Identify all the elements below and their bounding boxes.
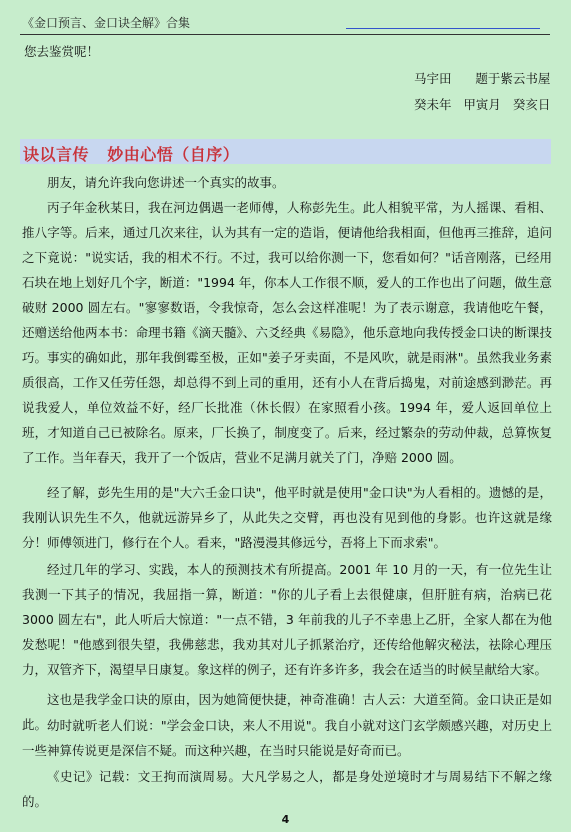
paragraph: 事实的确如此，那年我倒霉至极，正如"姜子牙卖面，不是风吹，就是雨淋"。虽然我业务素质很高，工作又任劳任怨，却总得不到上司的重用，还有小人在背后捣鬼，对前途感到渺茫。再说我爱人，单位效益不好，经厂长批准（休长假）在家照看小孩。1994 年，爱人返回单位上班，才知道自己已被除名。原来，厂长换了，制度变了。后来，经过繁杂的劳动仲裁，总算恢复了工作。当年春天，我开了一个饭店，营业不足满月就关了门，净赔 2000 圆。 [22, 350, 552, 465]
header-title: 《金口预言、金口诀全解》合集 [22, 16, 191, 30]
page-number: 4 [281, 813, 290, 826]
signature-line-2: 癸未年 甲寅月 癸亥日 [414, 97, 551, 112]
paragraph: 朋友，请允许我向您讲述一个真实的故事。 [47, 175, 285, 190]
section-heading-bar [20, 139, 551, 164]
paragraph: 幼时就听老人们说："学会金口诀，来人不用说"。我自小就对这门玄学颇感兴趣，对历史上一些神算传说更是深信不疑。而这种兴趣，在当时只能说是好奇而已。 [22, 718, 552, 758]
paragraph: 《史记》记载：文王拘而演周易。大凡学易之人，都是身处逆境时才与周易结下不解之缘的。 [22, 769, 552, 809]
intro-text: 您去鉴赏呢！ [24, 44, 100, 59]
paragraph: 经过几年的学习、实践，本人的预测技术有所提高。2001 年 10 月的一天，有一位先生让我测一下其子的情况，我屈指一算，断道："你的儿子看上去很健康，但肝脏有病，治病已花 3000 圆左右"，此人听后大惊道："一点不错，3 年前我的儿子不幸患上乙肝，全家人都在为他发愁呢！"他感到很失望，我佛慈悲，我劝其对儿子抓紧治疗，还传给他解灾秘法，祛除心理压力，双管齐下，渴望早日康复。象这样的例子，还有许多许多，我会在适当的时候呈献给大家。 [22, 562, 552, 677]
paragraph: 丙子年金秋某日，我在河边偶遇一老师傅，人称彭先生。此人相貌平常，为人摇课、看相、推八字等。后来，通过几次来往，认为其有一定的造诣，便请他给我相面，但他再三推辞，追问之下竟说："说实话，我的相术不行。不过，我可以给你测一下，您看如何？"话音刚落，已经用石块在地上划好几个字，断道："1994 年，你本人工作很不顺，爱人的工作也出了问题，做生意破财 2000 圆左右。"寥寥数语，令我惊奇，怎么会这样准呢！为了表示谢意，我请他吃午餐，还赠送给他两本书：命理书籍《滴天髓》、六爻经典《易隐》，他乐意地向我传授金口诀的断课技巧。 [22, 200, 552, 365]
header-rule [346, 28, 540, 29]
paragraph: 这也是我学金口诀的原由，因为她简便快捷，神奇准确！古人云：大道至简。金口诀正是如此。 [22, 692, 552, 732]
section-title: 诀以言传 妙由心悟（自序） [23, 145, 240, 164]
page-header [20, 14, 550, 35]
signature-line-1: 马宇田 题于紫云书屋 [414, 71, 551, 86]
paragraph: 经了解，彭先生用的是"大六壬金口诀"，他平时就是使用"金口诀"为人看相的。遗憾的是，我刚认识先生不久，他就远游异乡了，从此失之交臂，再也没有见到他的身影。也许这就是缘分！师傅领进门，修行在个人。看来，"路漫漫其修远兮，吾将上下而求索"。 [22, 485, 552, 550]
